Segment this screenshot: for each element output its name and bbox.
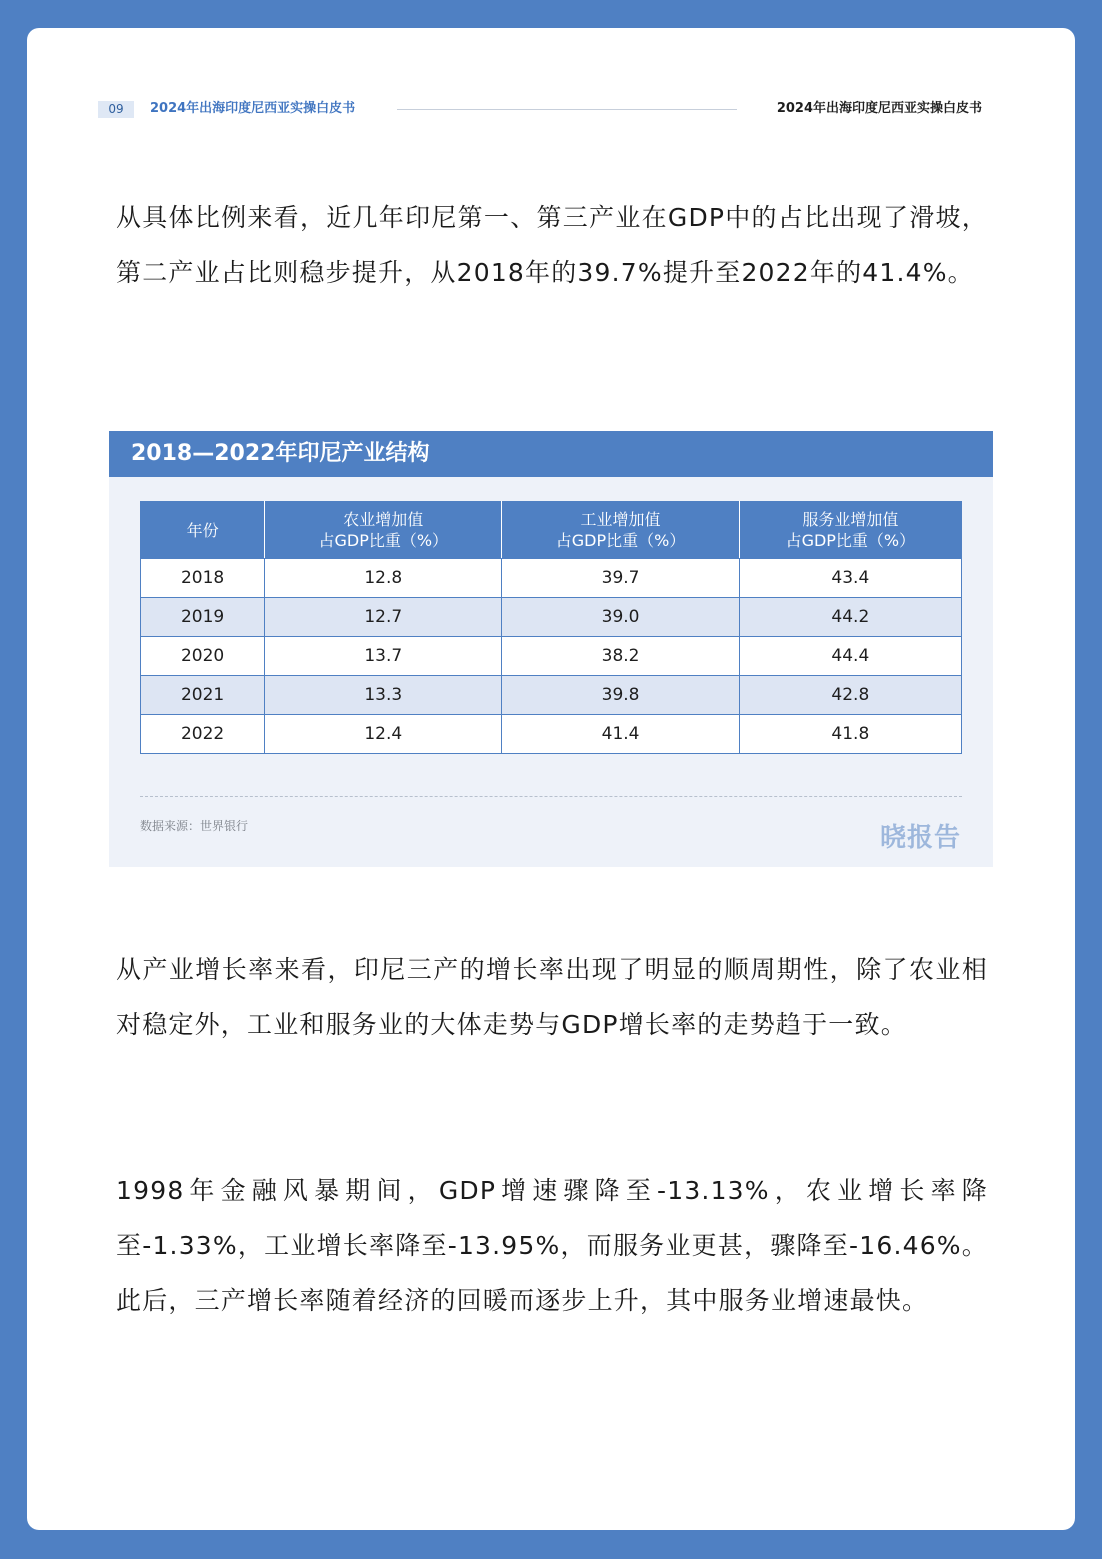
data-source-note: 数据来源：世界银行 — [140, 819, 249, 833]
cell-industry: 39.8 — [502, 676, 739, 715]
page-number: 09 — [98, 101, 134, 118]
table-row — [141, 637, 962, 676]
cell-services: 42.8 — [739, 676, 961, 715]
column-header-line2: 占GDP比重（%） — [785, 531, 916, 550]
dashed-divider — [140, 796, 962, 797]
document-page — [27, 28, 1075, 1530]
cell-year: 2021 — [141, 676, 265, 715]
table-row — [141, 715, 962, 754]
table-panel — [109, 431, 993, 867]
column-header-agriculture — [265, 502, 502, 559]
cell-agriculture: 13.7 — [265, 637, 502, 676]
cell-industry: 39.0 — [502, 598, 739, 637]
header-title-right: 2024年出海印度尼西亚实操白皮书 — [776, 101, 982, 116]
paragraph-3: 1998年金融风暴期间，GDP增速骤降至-13.13%，农业增长率降至-1.33%，工业增长率降至-13.95%，而服务业更甚，骤降至-16.46%。此后，三产增长率随着经济的回暖而逐步上升，其中服务业增速最快。 — [116, 1176, 988, 1315]
column-header-line1: 农业增加值 — [343, 510, 424, 529]
cell-agriculture: 12.4 — [265, 715, 502, 754]
cell-services: 43.4 — [739, 559, 961, 598]
header-title-left: 2024年出海印度尼西亚实操白皮书 — [150, 101, 356, 116]
table-row — [141, 676, 962, 715]
column-header-line1: 服务业增加值 — [802, 510, 899, 529]
column-header-line2: 占GDP比重（%） — [318, 531, 449, 550]
column-header-services — [739, 502, 961, 559]
column-header-line1: 年份 — [186, 520, 219, 540]
cell-industry: 41.4 — [502, 715, 739, 754]
cell-year: 2020 — [141, 637, 265, 676]
paragraph-2: 从产业增长率来看，印尼三产的增长率出现了明显的顺周期性，除了农业相对稳定外，工业和服务业的大体走势与GDP增长率的走势趋于一致。 — [116, 955, 988, 1039]
cell-year: 2019 — [141, 598, 265, 637]
cell-services: 44.4 — [739, 637, 961, 676]
column-header-year — [141, 502, 265, 559]
cell-industry: 38.2 — [502, 637, 739, 676]
cell-agriculture: 13.3 — [265, 676, 502, 715]
cell-agriculture: 12.8 — [265, 559, 502, 598]
column-header-line2: 占GDP比重（%） — [555, 531, 686, 550]
column-header-industry — [502, 502, 739, 559]
table-row — [141, 598, 962, 637]
cell-year: 2018 — [141, 559, 265, 598]
cell-year: 2022 — [141, 715, 265, 754]
column-header-line1: 工业增加值 — [580, 510, 661, 529]
table-row — [141, 559, 962, 598]
header-divider — [397, 109, 737, 110]
cell-industry: 39.7 — [502, 559, 739, 598]
cell-services: 44.2 — [739, 598, 961, 637]
cell-agriculture: 12.7 — [265, 598, 502, 637]
brand-logo: 晓报告 — [879, 823, 961, 853]
table-title: 2018—2022年印尼产业结构 — [109, 431, 993, 477]
paragraph-1: 从具体比例来看，近几年印尼第一、第三产业在GDP中的占比出现了滑坡，第二产业占比则稳步提升，从2018年的39.7%提升至2022年的41.4%。 — [116, 203, 988, 287]
table-header-row — [141, 502, 962, 559]
cell-services: 41.8 — [739, 715, 961, 754]
industry-structure-table — [140, 501, 962, 754]
